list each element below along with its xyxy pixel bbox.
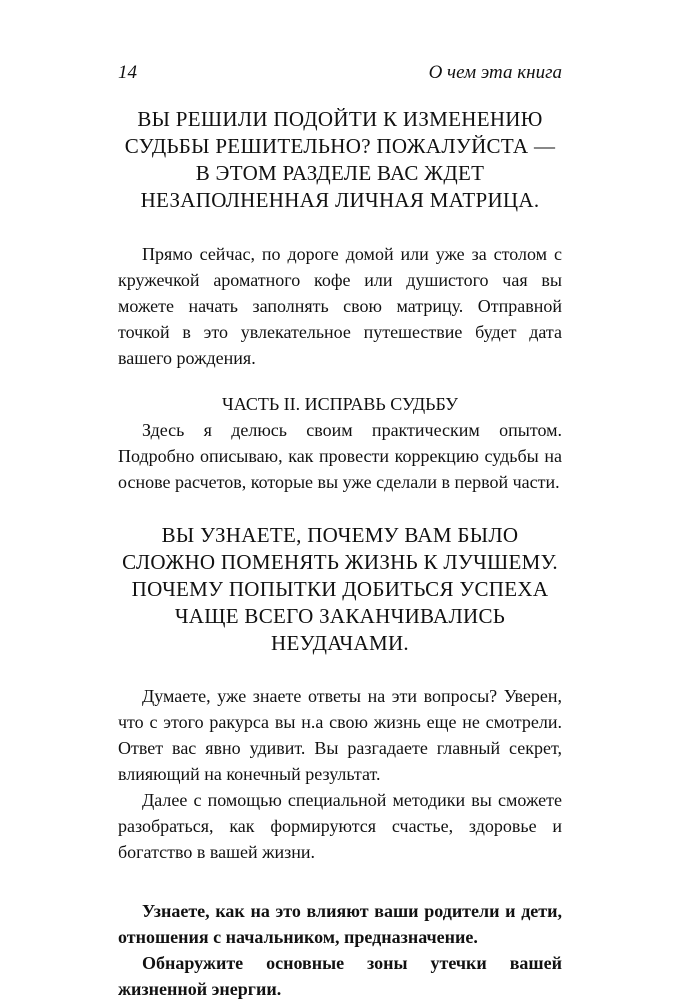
headline-why-hard: ВЫ УЗНАЕТЕ, ПОЧЕМУ ВАМ БЫЛО СЛОЖНО ПОМЕНЯТЬ ЖИЗНЬ К ЛУЧШЕМУ. ПОЧЕМУ ПОПЫТКИ ДОБИТЬСЯ УСПЕХА ЧАЩЕ ВСЕГО ЗАКАНЧИВАЛИСЬ НЕУДАЧАМИ.: [122, 523, 558, 655]
page-content: [118, 106, 562, 1002]
paragraph-answers: Думаете, уже знаете ответы на эти вопросы? Уверен, что с этого ракурса вы н.а свою жизнь еще не смотрели. Ответ вас явно удивит. Вы разгадаете главный секрет, влияющий на конечный результат.: [118, 686, 562, 784]
paragraph-method: Далее с помощью специальной методики вы сможете разобраться, как формируются счастье, здоровье и богатство в вашей жизни.: [118, 790, 562, 862]
bold-paragraph-energy: Обнаружите основные зоны утечки вашей жизненной энергии.: [118, 953, 562, 999]
paragraph-part-two: Здесь я делюсь своим практическим опытом. Подробно описываю, как провести коррекцию судьбы на основе расчетов, которые вы уже сделали в первой части.: [118, 420, 562, 492]
headline-matrix: ВЫ РЕШИЛИ ПОДОЙТИ К ИЗМЕНЕНИЮ СУДЬБЫ РЕШИТЕЛЬНО? ПОЖАЛУЙСТА — В ЭТОМ РАЗДЕЛЕ ВАС ЖДЕТ НЕЗАПОЛНЕННАЯ ЛИЧНАЯ МАТРИЦА.: [124, 107, 556, 212]
running-title: О чем эта книга: [428, 62, 562, 83]
bold-paragraph-influence: Узнаете, как на это влияют ваши родители и дети, отношения с начальником, предназначение.: [118, 901, 562, 947]
paragraph-start-now: Прямо сейчас, по дороге домой или уже за столом с кружечкой ароматного кофе или душистого чая вы можете начать заполнять свою матрицу. Отправной точкой в это увлекательное путешествие будет дата вашего рождения.: [118, 244, 562, 368]
page-number: 14: [118, 62, 137, 83]
part-two-heading: ЧАСТЬ II. ИСПРАВЬ СУДЬБУ: [222, 394, 458, 414]
